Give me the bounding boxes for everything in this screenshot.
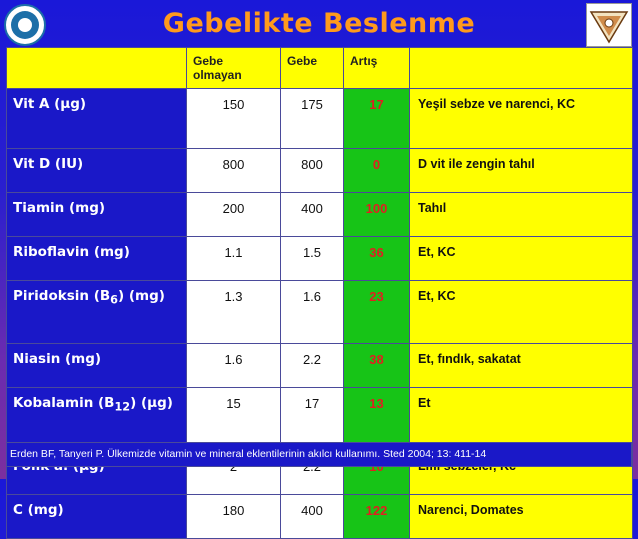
- increase-value: 38: [344, 344, 410, 388]
- nutrient-name: Tiamin (mg): [7, 193, 187, 237]
- non-pregnant-value: 150: [187, 89, 281, 149]
- table-row: [7, 193, 633, 237]
- nutrient-name: C (mg): [7, 495, 187, 539]
- table-header-row: [7, 48, 633, 89]
- food-source: Et, fındık, sakatat: [410, 344, 633, 388]
- food-source: Et, KC: [410, 281, 633, 344]
- nutrient-name: Niasin (mg): [7, 344, 187, 388]
- increase-value: 122: [344, 495, 410, 539]
- food-source: Narenci, Domates: [410, 495, 633, 539]
- pregnant-value: 400: [281, 193, 344, 237]
- pregnant-value: 175: [281, 89, 344, 149]
- nutrient-name-tail: ) (mg): [118, 288, 165, 304]
- nutrient-name: Vit A (µg): [7, 89, 187, 149]
- food-source: Et, KC: [410, 237, 633, 281]
- pregnant-value: 1.6: [281, 281, 344, 344]
- increase-value: 13: [344, 388, 410, 451]
- pregnant-value: 17: [281, 388, 344, 451]
- non-pregnant-value: 200: [187, 193, 281, 237]
- citation-footer: Erden BF, Tanyeri P. Ülkemizde vitamin ve mineral eklentilerinin akılcı kullanımı. Sted 2004; 13: 411-14: [6, 442, 632, 467]
- pregnant-value: 400: [281, 495, 344, 539]
- non-pregnant-value: 1.1: [187, 237, 281, 281]
- table-row: [7, 344, 633, 388]
- non-pregnant-value: 1.3: [187, 281, 281, 344]
- nutrient-name-main: Kobalamin (B: [13, 395, 115, 411]
- increase-value: 36: [344, 237, 410, 281]
- increase-value: 17: [344, 89, 410, 149]
- food-source: Tahıl: [410, 193, 633, 237]
- nutrient-name: [7, 281, 187, 344]
- food-source: Et: [410, 388, 633, 451]
- table-row: [7, 89, 633, 149]
- header-pregnant: Gebe: [281, 48, 344, 89]
- page-title: Gebelikte Beslenme: [162, 8, 476, 39]
- non-pregnant-value: 180: [187, 495, 281, 539]
- increase-value: 100: [344, 193, 410, 237]
- nutrient-name-subscript: 12: [114, 400, 131, 414]
- food-source: D vit ile zengin tahıl: [410, 149, 633, 193]
- nutrient-name: Vit D (IU): [7, 149, 187, 193]
- pregnant-value: 1.5: [281, 237, 344, 281]
- nutrient-name-main: Piridoksin (B: [13, 288, 111, 304]
- header-non-pregnant: Gebe olmayan: [187, 48, 281, 89]
- increase-value: 23: [344, 281, 410, 344]
- table-row: [7, 237, 633, 281]
- non-pregnant-value: 800: [187, 149, 281, 193]
- nutrient-name: Riboflavin (mg): [7, 237, 187, 281]
- header-source: [410, 48, 633, 89]
- header-empty: [7, 48, 187, 89]
- table-row: [7, 281, 633, 344]
- food-source: Yeşil sebze ve narenci, KC: [410, 89, 633, 149]
- pregnant-value: 2.2: [281, 344, 344, 388]
- non-pregnant-value: 1.6: [187, 344, 281, 388]
- table-row: [7, 149, 633, 193]
- nutrient-name-tail: ) (µg): [130, 395, 173, 411]
- header-increase: Artış: [344, 48, 410, 89]
- pregnant-value: 800: [281, 149, 344, 193]
- increase-value: 0: [344, 149, 410, 193]
- non-pregnant-value: 15: [187, 388, 281, 451]
- nutrient-name-subscript: 6: [110, 293, 118, 307]
- table-row: [7, 495, 633, 539]
